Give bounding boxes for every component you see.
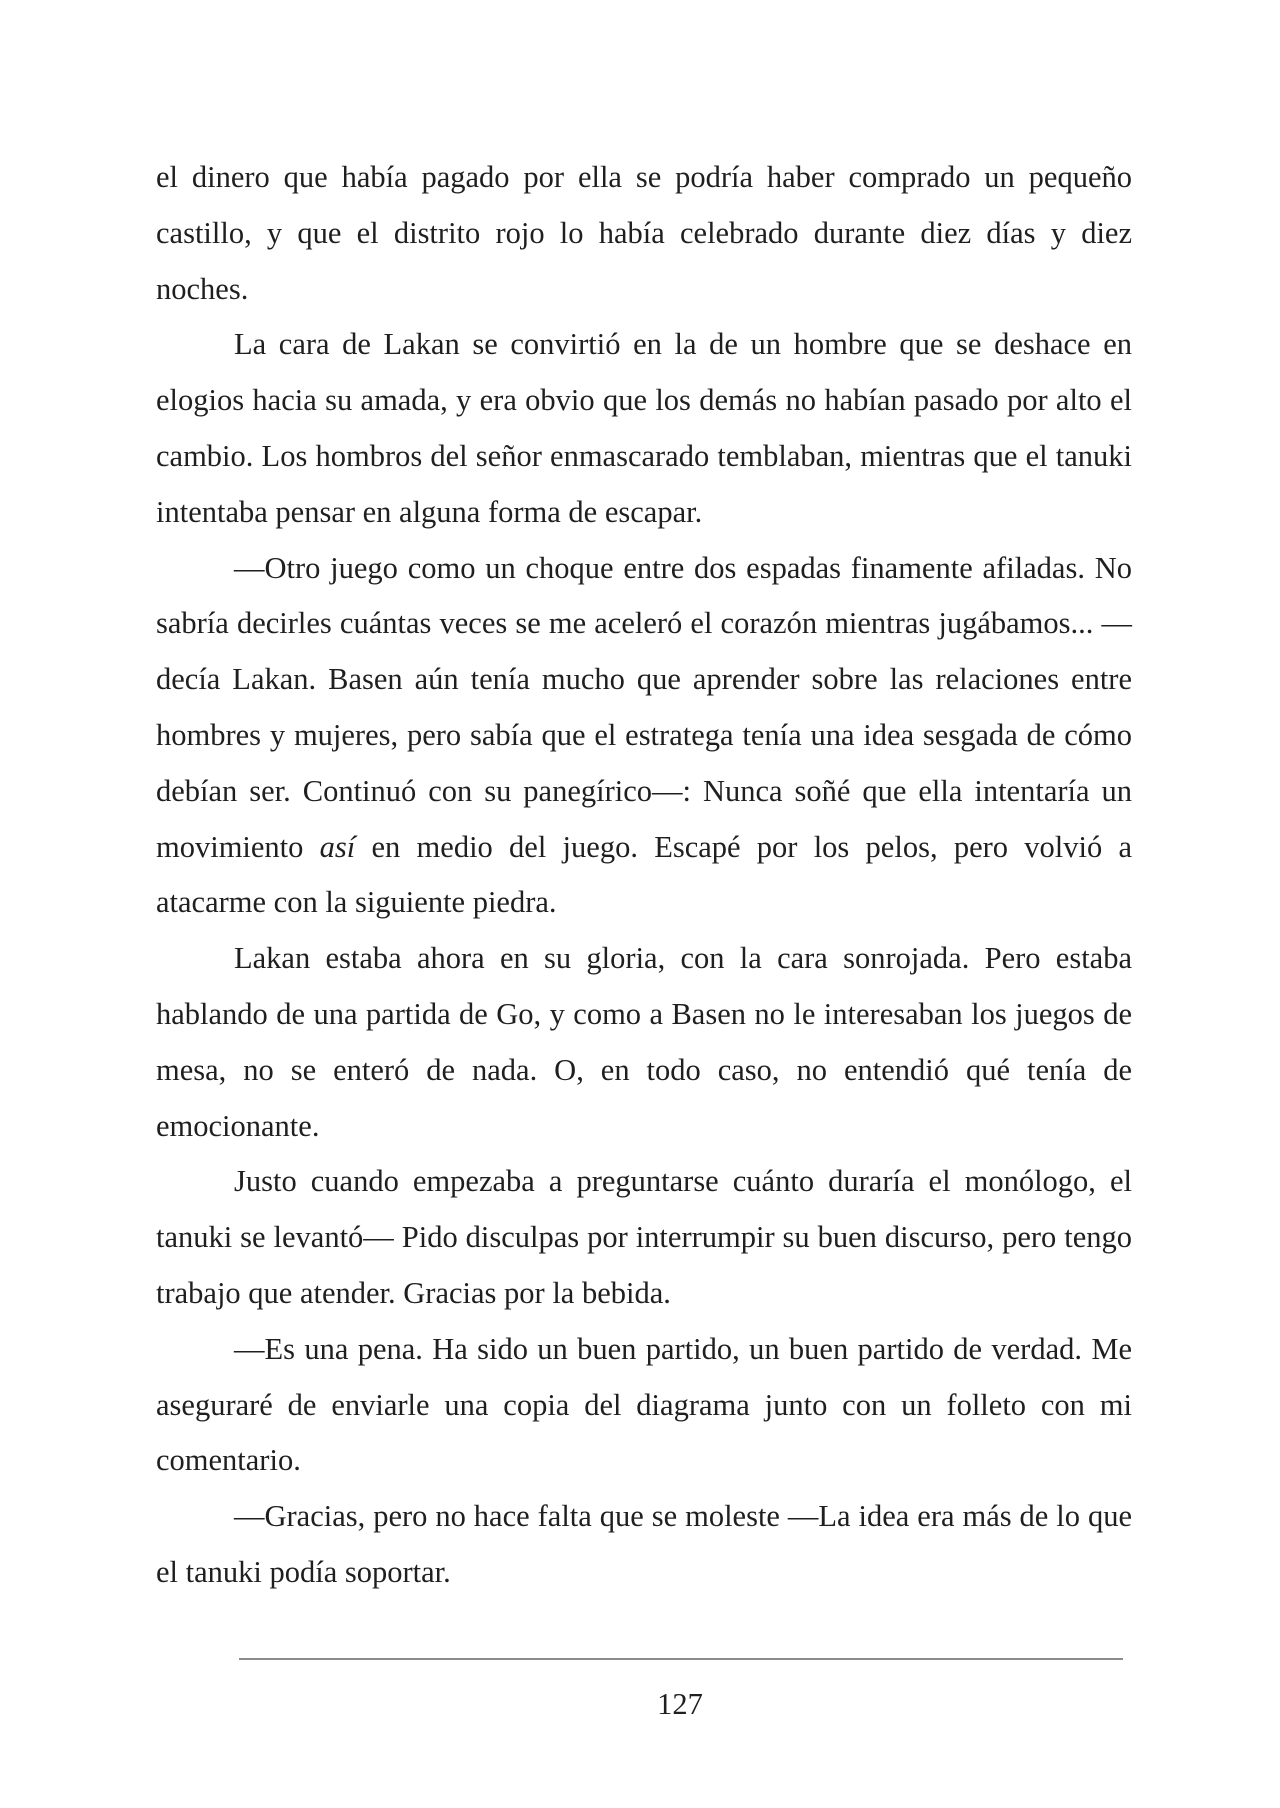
- paragraph-3-text-before: —Otro juego como un choque entre dos espadas finamente afiladas. No sabría decirles cuántas veces se me aceleró el corazón mientras jugábamos... —decía Lakan. Basen aún tenía mucho que aprender sobre las relaciones entre hombres y mujeres, pero sabía que el estratega tenía una idea sesgada de cómo debían ser. Continuó con su panegírico—: Nunca soñé que ella intentaría un movimiento: [156, 550, 1132, 864]
- page-number: 127: [657, 1687, 703, 1721]
- paragraph-3-italic-word: así: [319, 829, 356, 864]
- paragraph-6: —Es una pena. Ha sido un buen partido, un buen partido de verdad. Me aseguraré de enviarle una copia del diagrama junto con un folleto con mi comentario.: [156, 1331, 1132, 1478]
- paragraph-4: Lakan estaba ahora en su gloria, con la cara sonrojada. Pero estaba hablando de una partida de Go, y como a Basen no le interesaban los juegos de mesa, no se enteró de nada. O, en todo caso, no entendió qué tenía de emocionante.: [156, 941, 1132, 1143]
- paragraph-7: —Gracias, pero no hace falta que se moleste —La idea era más de lo que el tanuki podía soportar.: [156, 1499, 1132, 1589]
- book-page-body: [156, 150, 1132, 1601]
- footer-divider: [239, 1658, 1123, 1660]
- paragraph-2: La cara de Lakan se convirtió en la de un hombre que se deshace en elogios hacia su amada, y era obvio que los demás no habían pasado por alto el cambio. Los hombros del señor enmascarado temblaban, mientras que el tanuki intentaba pensar en alguna forma de escapar.: [156, 327, 1132, 529]
- paragraph-1: el dinero que había pagado por ella se podría haber comprado un pequeño castillo, y que el distrito rojo lo había celebrado durante diez días y diez noches.: [156, 160, 1132, 306]
- paragraph-5: Justo cuando empezaba a preguntarse cuánto duraría el monólogo, el tanuki se levantó— Pido disculpas por interrumpir su buen discurso, pero tengo trabajo que atender. Gracias por la bebida.: [156, 1164, 1132, 1310]
- paragraph-3: [156, 541, 1132, 932]
- paragraph-3-text-after: en medio del juego. Escapé por los pelos, pero volvió a atacarme con la siguiente piedra.: [156, 829, 1132, 920]
